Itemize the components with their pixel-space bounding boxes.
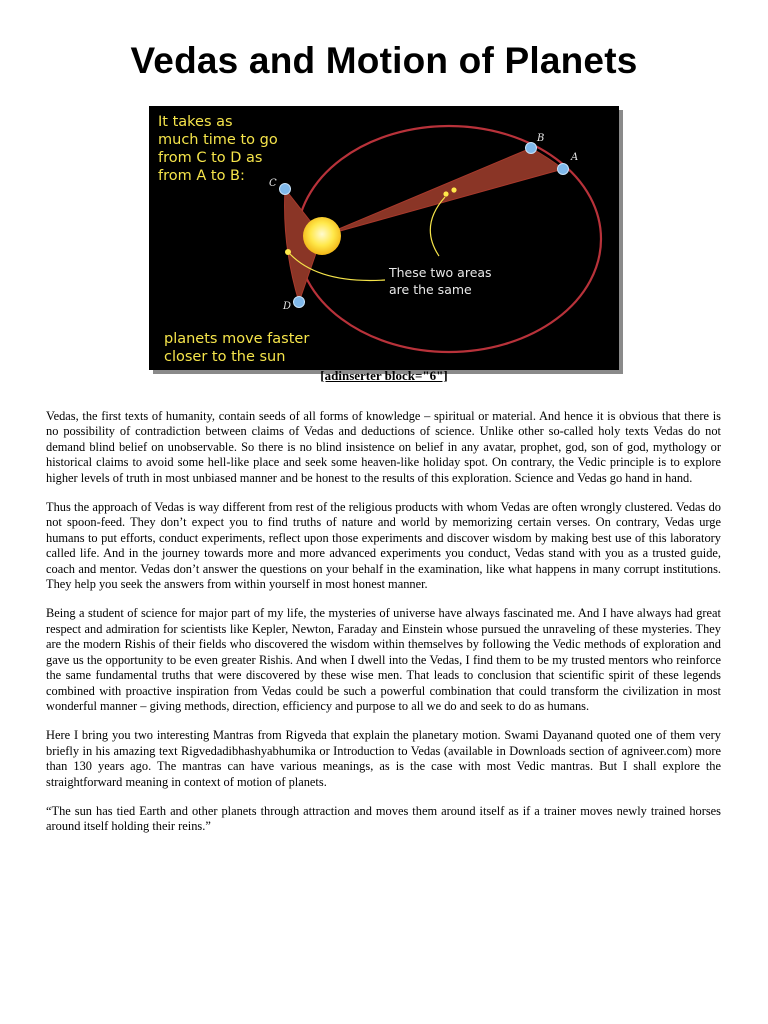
paragraph-1: Vedas, the first texts of humanity, contain seeds of all forms of knowledge – spiritual or material. And hence it is obvious that there is no possibility of contradiction between claims of Vedas and deductions of science. Unlike other so-called holy texts Vedas do not demand blind belief on unobservable. So there is no blind insistence on belief in any avatar, prophet, god, son of god, mythology or historical claims to avoid some hell-like place and seek some heaven-like holiday spot. On contrary, the Vedic principle is to explore higher levels of truth in most unbiased manner and be honest to the results of this exploration. Science and Vedas go hand in hand. bbox=[46, 409, 721, 485]
paragraph-4: Here I bring you two interesting Mantras from Rigveda that explain the planetary motion. Swami Dayanand quoted one of them very briefly in his amazing text Rigvedadibhashyabhumika or Introduction to Vedas (available in Downloads section of agniveer.com) more than 130 years ago. The mantras can have various meanings, as is the case with most Vedic mantras. But I shall explore the straightforward meaning in context of motion of planets. bbox=[46, 728, 721, 789]
paragraph-2: Thus the approach of Vedas is way different from rest of the religious products with whom Vedas are often wrongly clustered. Vedas do not spoon-feed. They don’t expect you to find truths of nature and world by memorizing certain verses. On contrary, Vedas urge humans to put efforts, conduct experiments, reflect upon those experiments and discover wisdom by making best use of this laboratory called life. And in the journey towards more and more advanced experiments you conduct, Vedas stand with you as a trusted guide, coach and mentor. Vedas don’t answer the questions on your behalf in the examination, like what happens in many corrupt institutions. They help you seek the answers from within yourself in most honest manner. bbox=[46, 500, 721, 592]
point-label-a: A bbox=[571, 152, 579, 163]
planet-marker-a bbox=[558, 164, 569, 175]
ad-inserter-text: [adinserter block="6"] bbox=[320, 368, 448, 383]
page-title: Vedas and Motion of Planets bbox=[130, 40, 638, 81]
planet-marker-d bbox=[294, 297, 305, 308]
kepler-diagram-figure bbox=[149, 106, 619, 370]
point-label-b: B bbox=[537, 133, 545, 144]
caption-areas: These two areas are the same bbox=[389, 265, 492, 297]
planet-marker-b bbox=[526, 143, 537, 154]
orbit-ellipse bbox=[297, 126, 601, 352]
paragraph-5-quote: “The sun has tied Earth and other planets through attraction and moves them around itself as if a trainer moves newly trained horses around itself holding their reins.” bbox=[46, 803, 721, 834]
area-dot-right-1 bbox=[443, 191, 448, 196]
paragraph-3: Being a student of science for major part of my life, the mysteries of universe have always fascinated me. And I have always had great respect and admiration for scientists like Kepler, Newton, Faraday and Einstein whose pursued the unraveling of these mysteries. They are the modern Rishis of their fields who discovered the wisdom within themselves by following the Vedic methods of exploration and gave us the opportunity to be even greater Rishis. And when I dwell into the Vedas, I find them to be my trusted mentors who reinforce the same fundamental truths that were discovered by these wise men. That leads to conclusion that scientific spirit of these legends combined with proactive inspiration from Vedas could be such a powerful combination that could transform the civilization in most wonderful manner – giving methods, direction, efficiency and purpose to all we do and seek to do as humans. bbox=[46, 606, 721, 713]
swept-area-a-b bbox=[322, 148, 563, 236]
ad-inserter-shortcode bbox=[0, 368, 768, 384]
point-label-d: D bbox=[283, 301, 292, 312]
connector-line-right bbox=[430, 197, 445, 256]
caption-top: It takes as much time to go from C to D as from A to B: bbox=[158, 114, 278, 184]
point-label-c: C bbox=[269, 178, 277, 189]
caption-bottom: planets move faster closer to the sun bbox=[164, 331, 310, 365]
kepler-diagram bbox=[149, 106, 619, 370]
article-body bbox=[46, 409, 721, 849]
area-dot-right-2 bbox=[451, 187, 456, 192]
sun bbox=[303, 217, 341, 255]
planet-marker-c bbox=[280, 184, 291, 195]
